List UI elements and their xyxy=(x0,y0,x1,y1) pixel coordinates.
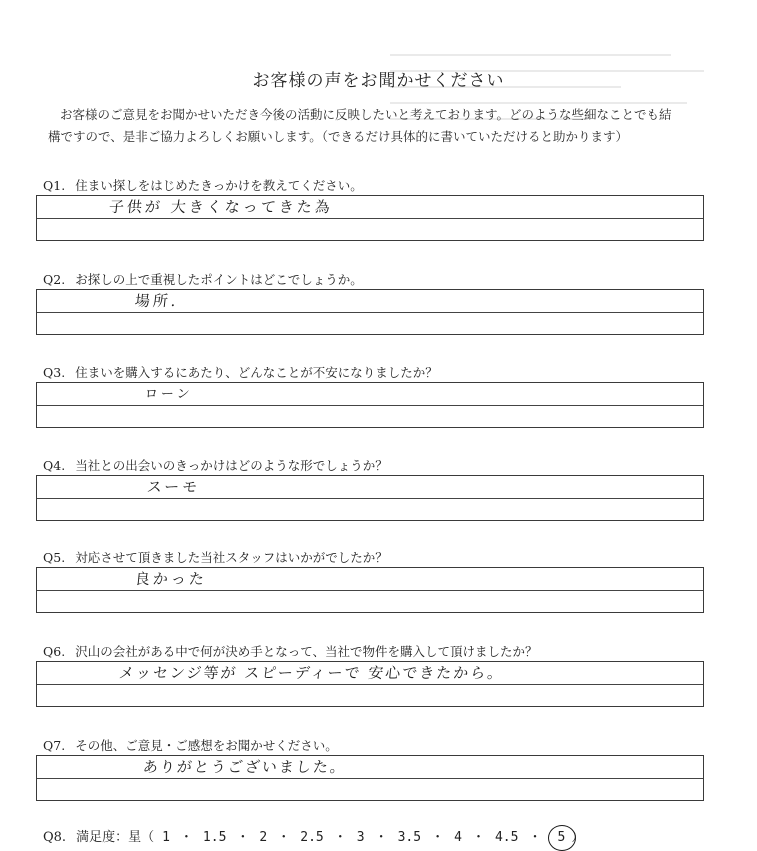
rating-option-2[interactable]: 2 xyxy=(259,830,268,845)
question-4 xyxy=(43,456,388,474)
answer-3: ローン xyxy=(144,387,194,402)
question-3 xyxy=(43,363,438,381)
intro-text xyxy=(48,104,716,148)
answer-divider xyxy=(37,312,703,313)
answer-box-2 xyxy=(36,289,704,335)
question-number: Q4. xyxy=(43,458,66,473)
question-number: Q2. xyxy=(43,272,66,287)
question-1 xyxy=(43,176,363,194)
question-number: Q8. xyxy=(43,830,67,845)
rating-option-3-5[interactable]: 3.5 xyxy=(397,830,422,845)
question-number: Q7. xyxy=(43,738,66,753)
rating-separator: ・ xyxy=(431,830,445,845)
answer-1: 子供が 大きくなってきた為 xyxy=(108,198,334,216)
question-2 xyxy=(43,270,363,288)
question-text: 沢山の会社がある中で何が決め手となって、当社で物件を購入して頂けましたか？ xyxy=(75,644,538,659)
rating-option-3[interactable]: 3 xyxy=(356,830,365,845)
rating-option-4-5[interactable]: 4.5 xyxy=(494,830,519,845)
rating-option-1-5[interactable]: 1.5 xyxy=(202,830,227,845)
question-text: 住まいを購入するにあたり、どんなことが不安になりましたか？ xyxy=(75,365,438,380)
question-number: Q6. xyxy=(43,644,66,659)
answer-2: 場所. xyxy=(134,292,180,310)
question-8-rating xyxy=(43,826,584,845)
rating-separator: ・ xyxy=(528,830,542,845)
answer-5: 良かった xyxy=(134,570,208,588)
answer-box-7 xyxy=(36,755,704,801)
rating-separator: ・ xyxy=(471,830,485,845)
answer-divider xyxy=(37,590,703,591)
rating-option-5[interactable]: 5 xyxy=(551,830,571,845)
rating-option-2-5[interactable]: 2.5 xyxy=(300,830,324,845)
question-text: その他、ご意見・ご感想をお聞かせください。 xyxy=(75,738,338,753)
rating-option-1[interactable]: 1 xyxy=(162,830,170,845)
rating-separator: ・ xyxy=(333,830,347,845)
rating-option-4[interactable]: 4 xyxy=(454,830,462,845)
question-6 xyxy=(43,642,537,660)
rating-separator: ・ xyxy=(179,830,193,845)
question-number: Q1. xyxy=(43,178,66,193)
question-5 xyxy=(43,548,388,566)
answer-7: ありがとうございました。 xyxy=(142,758,348,776)
question-number: Q3. xyxy=(43,365,66,380)
rating-label: 満足度：星（ xyxy=(76,830,155,845)
answer-divider xyxy=(37,498,703,499)
answer-6: メッセンジ等が スピーディーで 安心できたから。 xyxy=(118,664,506,682)
answer-box-3 xyxy=(36,382,704,428)
intro-line-2: 構ですので、是非ご協力よろしくお願いします。（できるだけ具体的に書いていただけると助かります） xyxy=(48,129,629,144)
question-text: お探しの上で重視したポイントはどこでしょうか。 xyxy=(75,272,363,287)
question-number: Q5. xyxy=(43,550,66,565)
rating-options xyxy=(154,830,571,845)
question-text: 住まい探しをはじめたきっかけを教えてください。 xyxy=(75,178,363,193)
question-7 xyxy=(43,736,338,754)
answer-divider xyxy=(37,684,703,685)
answer-box-5 xyxy=(36,567,704,613)
intro-line-1: お客様のご意見をお聞かせいただき今後の活動に反映したいと考えております。どのような些細なことでも結 xyxy=(60,107,672,122)
rating-separator: ・ xyxy=(277,830,291,845)
question-text: 対応させて頂きました当社スタッフはいかがでしたか？ xyxy=(75,550,388,565)
answer-divider xyxy=(37,778,703,779)
rating-separator: ・ xyxy=(374,830,388,845)
answer-divider xyxy=(37,218,703,219)
answer-4: スーモ xyxy=(146,478,202,496)
question-text: 当社との出会いのきっかけはどのような形でしょうか？ xyxy=(75,458,388,473)
rating-close-paren: ） xyxy=(571,830,585,845)
answer-box-6 xyxy=(36,661,704,707)
rating-separator: ・ xyxy=(236,830,250,845)
answer-box-1 xyxy=(36,195,704,241)
answer-divider xyxy=(37,405,703,406)
page-title: お客様の声をお聞かせください xyxy=(252,71,505,91)
answer-box-4 xyxy=(36,475,704,521)
